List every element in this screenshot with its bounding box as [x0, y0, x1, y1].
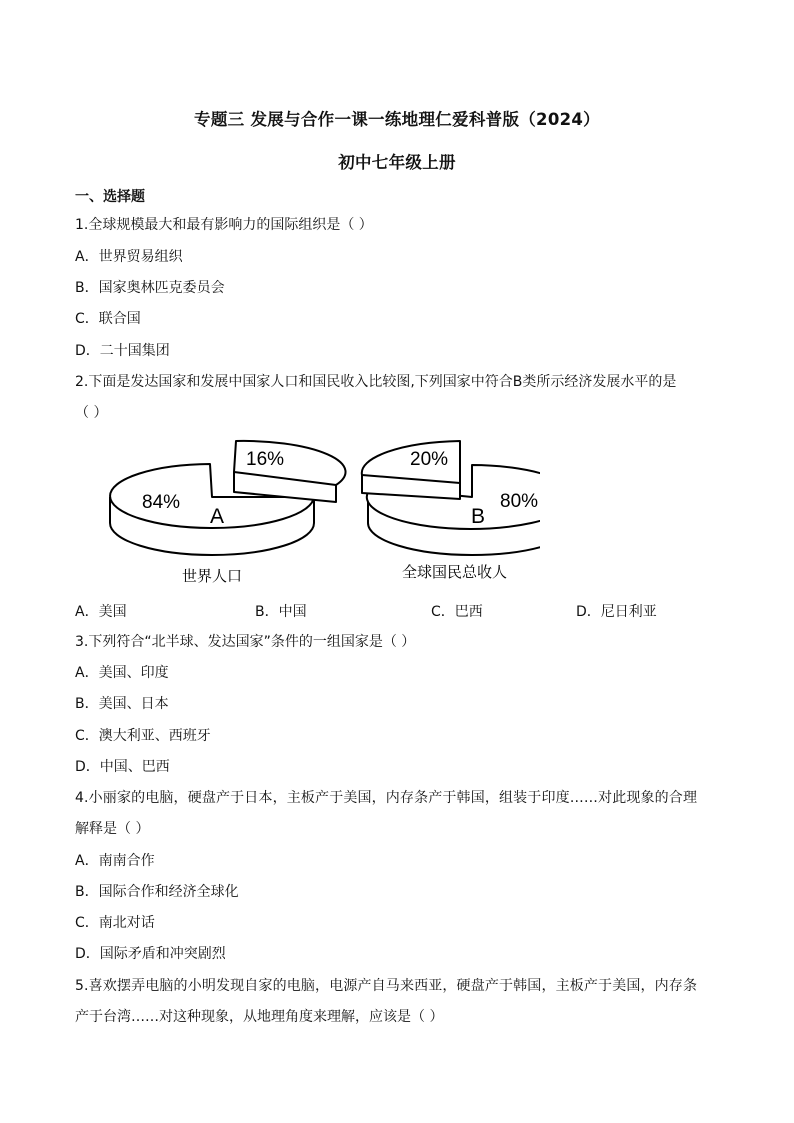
question-4-option-b[interactable]: B．国际合作和经济全球化 [75, 884, 239, 900]
question-4-option-c[interactable]: C．南北对话 [75, 915, 155, 931]
question-5-stem-line2: 产于台湾……对这种现象，从地理角度来理解，应该是（ ） [75, 1009, 444, 1025]
page-title: 专题三 发展与合作一课一练地理仁爱科普版（2024） [194, 110, 600, 129]
question-2-stem-line2: （ ） [75, 405, 108, 421]
question-5-stem-line1: 5.喜欢摆弄电脑的小明发现自家的电脑，电源产自马来西亚，硬盘产于韩国，主板产于美国，内存条 [75, 978, 698, 994]
question-3-option-b[interactable]: B．美国、日本 [75, 696, 169, 712]
pie-charts-figure [100, 435, 540, 585]
chart-b-small-percent: 20% [410, 449, 449, 470]
question-1-option-a[interactable]: A．世界贸易组织 [75, 249, 183, 265]
question-4-stem-line1: 4.小丽家的电脑，硬盘产于日本，主板产于美国，内存条产于韩国，组装于印度……对此现象的合理 [75, 790, 698, 806]
page-subtitle: 初中七年级上册 [338, 153, 456, 172]
question-4-option-a[interactable]: A．南南合作 [75, 853, 155, 869]
question-3-option-d[interactable]: D．中国、巴西 [75, 759, 170, 775]
question-4-option-d[interactable]: D．国际矛盾和冲突剧烈 [75, 946, 226, 962]
chart-b-caption: 全球国民总收人 [402, 563, 508, 581]
chart-a-letter: A [210, 505, 225, 528]
question-2-option-b[interactable]: B．中国 [255, 604, 307, 620]
question-3-stem: 3.下列符合“北半球、发达国家”条件的一组国家是（ ） [75, 634, 416, 650]
chart-b-letter: B [471, 505, 486, 528]
question-1-option-c[interactable]: C．联合国 [75, 311, 141, 327]
question-3-option-c[interactable]: C．澳大利亚、西班牙 [75, 728, 211, 744]
question-2-stem-line1: 2.下面是发达国家和发展中国家人口和国民收入比较图,下列国家中符合B类所示经济发展水平的是 [75, 374, 677, 390]
question-4-stem-line2: 解释是（ ） [75, 821, 150, 837]
question-2-option-d[interactable]: D．尼日利亚 [576, 604, 657, 620]
question-2-option-a[interactable]: A．美国 [75, 604, 127, 620]
question-2-option-c[interactable]: C．巴西 [431, 604, 483, 620]
chart-a-caption: 世界人口 [182, 567, 243, 585]
chart-b-large-percent: 80% [500, 491, 539, 512]
section-heading: 一、选择题 [75, 189, 145, 205]
question-1-option-d[interactable]: D．二十国集团 [75, 343, 170, 359]
question-1-option-b[interactable]: B．国家奥林匹克委员会 [75, 280, 225, 296]
question-1-stem: 1.全球规模最大和最有影响力的国际组织是（ ） [75, 217, 373, 233]
chart-a-large-percent: 84% [142, 492, 181, 513]
question-3-option-a[interactable]: A．美国、印度 [75, 665, 169, 681]
chart-a-small-percent: 16% [246, 449, 285, 470]
